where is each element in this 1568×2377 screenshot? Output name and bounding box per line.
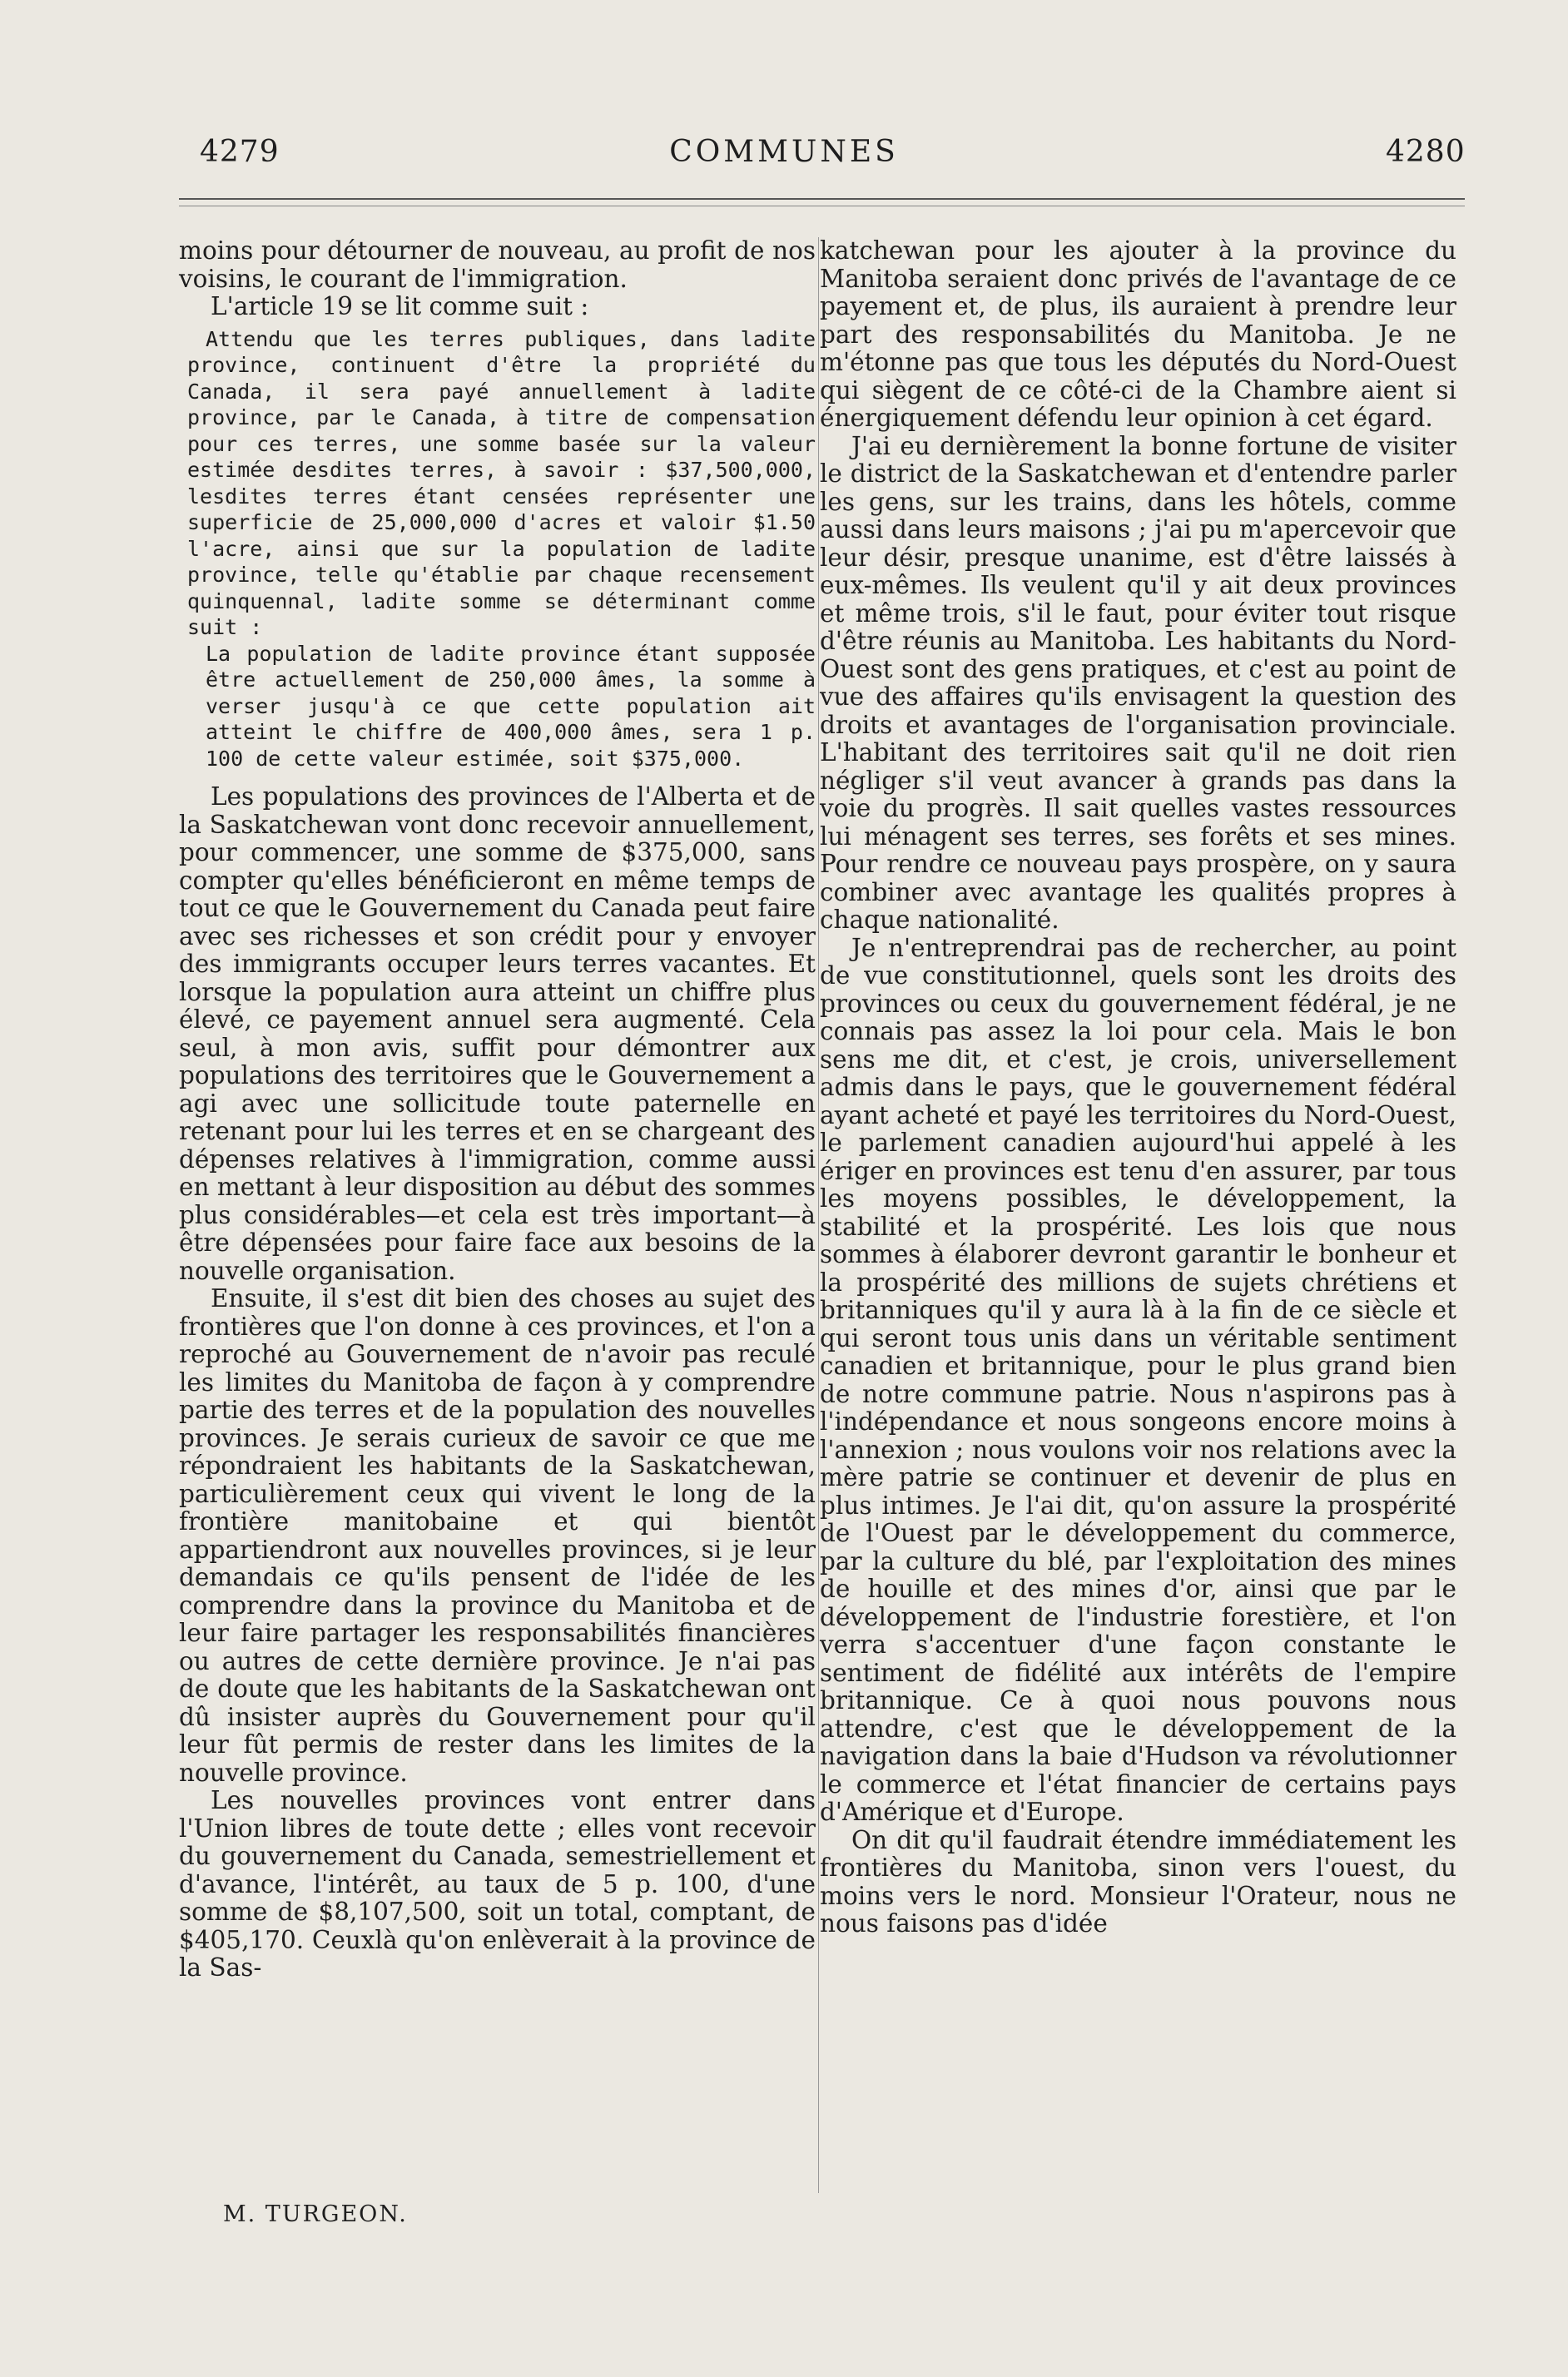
block-quote [187, 326, 816, 772]
right-column [820, 237, 1456, 1938]
page-header [0, 135, 1568, 185]
speaker-footer: M. TURGEON. [223, 2201, 408, 2227]
paragraph: J'ai eu dernièrement la bonne fortune de visiter le district de la Saskatchewan et d'entendre parler les gens, sur les trains, dans les hôtels, comme aussi dans leurs maisons ; j'ai pu m'apercevoir que leur désir, presque unanime, est d'être laissés à eux-mêmes. Ils veulent qu'il y ait deux provinces et même trois, s'il le faut, pour éviter tout risque d'être réunis au Manitoba. Les habitants du Nord-Ouest sont des gens pratiques, et c'est au point de vue des affaires qu'ils envisagent la question des droits et avantages de l'organisation provinciale. L'habitant des territoires sait qu'il ne doit rien négliger s'il veut avancer à grands pas dans la voie du progrès. Il sait quelles vastes ressources lui ménagent ses terres, ses forêts et ses mines. Pour rendre ce nouveau pays prospère, on y saura combiner avec avantage les qualités propres à chaque nationalité. [820, 431, 1456, 934]
page-number-right: 4280 [1386, 135, 1466, 169]
left-column [179, 237, 816, 1982]
paragraph: Je n'entreprendrai pas de rechercher, au point de vue constitutionnel, quels sont les droits des provinces ou ceux du gouvernement fédéral, je ne connais pas assez la loi pour cela. Mais le bon sens me dit, et c'est, je crois, universellement admis dans le pays, que le gouvernement fédéral ayant acheté et payé les territoires du Nord-Ouest, le parlement canadien aujourd'hui appelé à les ériger en provinces est tenu d'en assurer, par tous les moyens possibles, le développement, la stabilité et la prospérité. Les lois que nous sommes à élaborer devront garantir le bonheur et la prospérité des millions de sujets chrétiens et britanniques qu'il y aura là à la fin de ce siècle et qui seront tous unis dans un véritable sentiment canadien et britannique, pour le plus grand bien de notre commune patrie. Nous n'aspirons pas à l'indépendance et nous songeons encore moins à l'annexion ; nous voulons voir nos relations avec la mère patrie se continuer et devenir de plus en plus intimes. Je l'ai dit, qu'on assure la prospérité de l'Ouest par le développement du commerce, par la culture du blé, par l'exploitation des mines de houille et des mines d'or, ainsi que par le développement de l'industrie forestière, et l'on verra s'accentuer d'une façon constante le sentiment de fidélité aux intérêts de l'empire britannique. Ce à quoi nous pouvons nous attendre, c'est que le développement de la navigation dans la baie d'Hudson va révolutionner le commerce et l'état financier de certains pays d'Amérique et d'Europe. [820, 933, 1456, 1826]
running-title: COMMUNES [669, 135, 899, 169]
paragraph: katchewan pour les ajouter à la province du Manitoba seraient donc privés de l'avantage de ce payement et, de plus, ils auraient à prendre leur part des responsabilités du Manitoba. Je ne m'étonne pas que tous les députés du Nord-Ouest qui siègent de ce côté-ci de la Chambre aient si énergiquement défendu leur opinion à cet égard. [820, 236, 1456, 432]
paragraph: Les populations des provinces de l'Alberta et de la Saskatchewan vont donc recevoir annuellement, pour commencer, une somme de $375,000, sans compter qu'elles bénéficieront en même temps de tout ce que le Gouvernement du Canada peut faire avec ses richesses et son crédit pour y envoyer des immigrants occuper leurs terres vacantes. Et lorsque la population aura atteint un chiffre plus élevé, ce payement annuel sera augmenté. Cela seul, à mon avis, suffit pour démontrer aux populations des territoires que le Gouvernement a agi avec une sollicitude toute paternelle en retenant pour lui les terres et en se chargeant des dépenses relatives à l'immigration, comme aussi en mettant à leur disposition au début des sommes plus considérables—et cela est très important—à être dépensées pour faire face aux besoins de la nouvelle organisation. [179, 782, 816, 1285]
paragraph: L'article 19 se lit comme suit : [211, 292, 589, 320]
page-number-left: 4279 [200, 135, 280, 169]
column-divider [818, 237, 819, 2193]
quote-paragraph: Attendu que les terres publiques, dans ladite province, continuent d'être la propriété du Canada, il sera payé annuellement à ladite province, par le Canada, à titre de compensation pour ces terres, une somme basée sur la valeur estimée desdites terres, à savoir : $37,500,000, lesdites terres étant censées représenter une superficie de 25,000,000 d'acres et valoir $1.50 l'acre, ainsi que sur la population de ladite province, telle qu'établie par chaque recensement quinquennal, ladite somme se déterminant comme suit : [187, 326, 816, 639]
paragraph: On dit qu'il faudrait étendre immédiatement les frontières du Manitoba, sinon vers l'ouest, du moins vers le nord. Monsieur l'Orateur, nous ne nous faisons pas d'idée [820, 1825, 1456, 1938]
paragraph: Les nouvelles provinces vont entrer dans l'Union libres de toute dette ; elles vont recevoir du gouvernement du Canada, semestriellement et d'avance, l'intérêt, au taux de 5 p. 100, d'une somme de $8,107,500, soit un total, comptant, de $405,170. Ceuxlà qu'on enlèverait à la province de la Sas- [179, 1786, 816, 1982]
header-rule [179, 198, 1465, 200]
quote-paragraph: La population de ladite province étant supposée être actuellement de 250,000 âmes, la somme à verser jusqu'à ce que cette population ait atteint le chiffre de 400,000 âmes, sera 1 p. 100 de cette valeur estimée, soit $375,000. [206, 641, 816, 771]
paragraph: Ensuite, il s'est dit bien des choses au sujet des frontières que l'on donne à ces provinces, et l'on a reproché au Gouvernement de n'avoir pas reculé les limites du Manitoba de façon à y comprendre partie des terres et de la population des nouvelles provinces. Je serais curieux de savoir ce que me répondraient les habitants de la Saskatchewan, particulièrement ceux qui vivent le long de la frontière manitobaine et qui bientôt appartiendront aux nouvelles provinces, si je leur demandais ce qu'ils pensent de l'idée de les comprendre dans la province du Manitoba et de leur faire partager les responsabilités financières ou autres de cette dernière province. Je n'ai pas de doute que les habitants de la Saskatchewan ont dû insister auprès du Gouvernement pour qu'il leur fût permis de rester dans les limites de la nouvelle province. [179, 1284, 816, 1787]
paragraph: moins pour détourner de nouveau, au profit de nos voisins, le courant de l'immigration. [179, 236, 816, 293]
